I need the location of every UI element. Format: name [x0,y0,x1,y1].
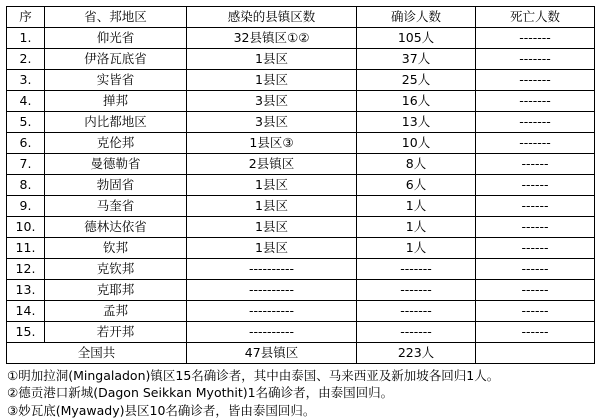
cell-index: 4. [7,91,45,112]
footnote-3: ③妙瓦底(Myawady)县区10名确诊者，皆由泰国回归。 [7,402,316,418]
cell-region: 马奎省 [45,196,187,217]
cell-townships: 1县区 [187,238,357,259]
cell-index: 2. [7,49,45,70]
cell-confirmed: 37人 [357,49,476,70]
cell-deaths: ------ [476,259,595,280]
cell-deaths: ------ [476,301,595,322]
cell-deaths: ------- [476,91,595,112]
cell-deaths: ------- [476,49,595,70]
cell-confirmed: 25人 [357,70,476,91]
cell-townships: 32县镇区①② [187,28,357,49]
cell-region: 内比都地区 [45,112,187,133]
cell-townships: 1县区③ [187,133,357,154]
cell-deaths: ------ [476,154,595,175]
cell-deaths: ------ [476,238,595,259]
cell-townships: 1县区 [187,196,357,217]
cell-region: 克钦邦 [45,259,187,280]
cell-region: 掸邦 [45,91,187,112]
table-row [7,196,595,217]
cell-townships: 1县区 [187,175,357,196]
covid-statistics-table [6,6,595,364]
cell-confirmed: 13人 [357,112,476,133]
cell-index: 13. [7,280,45,301]
cell-region: 仰光省 [45,28,187,49]
cell-townships: 1县区 [187,70,357,91]
cell-region: 若开邦 [45,322,187,343]
cell-index: 8. [7,175,45,196]
table-row [7,133,595,154]
cell-region: 克耶邦 [45,280,187,301]
cell-deaths: ------ [476,217,595,238]
cell-region: 实皆省 [45,70,187,91]
cell-index: 3. [7,70,45,91]
cell-confirmed: ------- [357,301,476,322]
table-row [7,280,595,301]
cell-total-label: 全国共 [7,343,187,364]
cell-deaths: ------ [476,196,595,217]
cell-townships: 3县区 [187,91,357,112]
table-header [7,7,595,28]
cell-deaths: ------- [476,28,595,49]
table-row [7,28,595,49]
table-total-row [7,343,595,364]
cell-townships: 1县区 [187,217,357,238]
cell-index: 15. [7,322,45,343]
cell-total-townships: 47县镇区 [187,343,357,364]
cell-index: 7. [7,154,45,175]
table-body [7,28,595,364]
table-row [7,154,595,175]
cell-confirmed: 16人 [357,91,476,112]
cell-confirmed: 10人 [357,133,476,154]
cell-total-deaths [476,343,595,364]
column-header-confirmed: 确诊人数 [357,7,476,28]
cell-confirmed: ------- [357,322,476,343]
column-header-townships: 感染的县镇区数 [187,7,357,28]
footnote-2: ②德贡港口新城(Dagon Seikkan Myothit)1名确诊者，由泰国回归。 [7,385,394,401]
cell-region: 曼德勒省 [45,154,187,175]
column-header-deaths: 死亡人数 [476,7,595,28]
cell-index: 14. [7,301,45,322]
cell-confirmed: 6人 [357,175,476,196]
table-row [7,112,595,133]
cell-region: 勃固省 [45,175,187,196]
cell-index: 10. [7,217,45,238]
cell-total-confirmed: 223人 [357,343,476,364]
table-row [7,259,595,280]
cell-confirmed: 1人 [357,217,476,238]
cell-region: 伊洛瓦底省 [45,49,187,70]
table-row [7,322,595,343]
cell-confirmed: 1人 [357,196,476,217]
cell-confirmed: 1人 [357,238,476,259]
table-row [7,70,595,91]
cell-region: 克伦邦 [45,133,187,154]
cell-townships: 1县区 [187,49,357,70]
cell-deaths: ------ [476,175,595,196]
table-row [7,238,595,259]
cell-confirmed: 105人 [357,28,476,49]
table-row [7,175,595,196]
cell-index: 11. [7,238,45,259]
cell-index: 9. [7,196,45,217]
column-header-region: 省、邦地区 [45,7,187,28]
cell-index: 5. [7,112,45,133]
cell-region: 钦邦 [45,238,187,259]
table-row [7,49,595,70]
cell-townships: ---------- [187,301,357,322]
cell-townships: ---------- [187,322,357,343]
table-row [7,217,595,238]
cell-index: 12. [7,259,45,280]
cell-region: 德林达依省 [45,217,187,238]
cell-index: 1. [7,28,45,49]
cell-deaths: ------ [476,322,595,343]
cell-townships: ---------- [187,259,357,280]
cell-deaths: ------- [476,112,595,133]
cell-townships: ---------- [187,280,357,301]
table-row [7,301,595,322]
cell-townships: 2县镇区 [187,154,357,175]
cell-confirmed: ------- [357,259,476,280]
table-header-row [7,7,595,28]
cell-region: 孟邦 [45,301,187,322]
cell-confirmed: 8人 [357,154,476,175]
cell-deaths: ------ [476,280,595,301]
column-header-index: 序 [7,7,45,28]
cell-deaths: ------- [476,133,595,154]
cell-deaths: ------- [476,70,595,91]
table-row [7,91,595,112]
cell-confirmed: ------- [357,280,476,301]
cell-townships: 3县区 [187,112,357,133]
cell-index: 6. [7,133,45,154]
footnote-1: ①明加拉洞(Mingaladon)镇区15名确诊者，其中由泰国、马来西亚及新加坡各回归1人。 [7,368,500,383]
